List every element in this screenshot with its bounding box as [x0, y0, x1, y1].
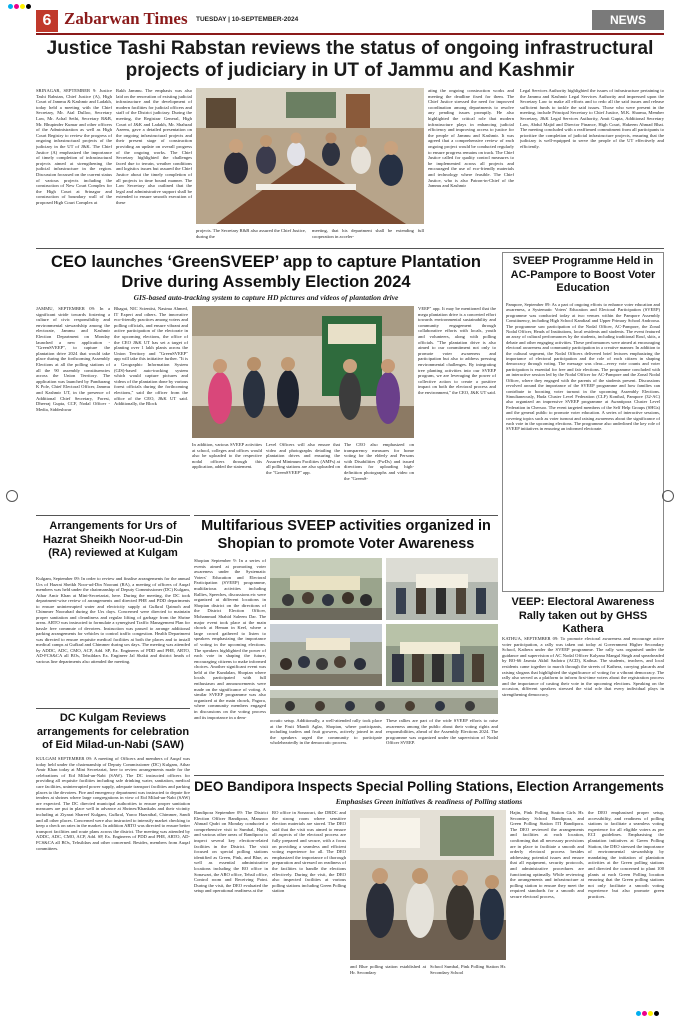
- greensveep-col-6: VEEP" app. It may be mentioned that the mega plantation drive is a concerted effort towards environmental sustainability and community engagement through collaborative efforts with locals, youth and volunteers, along with polling officials. "The plantation drive is also aimed to our commitment not only to promote voter awareness and participation but also to address pressing environmental challenges. By integrating tree planting activities into our SVEEP program, we are leveraging the power of collective action to create a positive impact on both the electoral process and the environment," the CEO, J&K UT said.: [418, 306, 496, 395]
- milad-headline: DC Kulgam Reviews arrangements for celebration of Eid Milad-un-Nabi (SAW): [36, 712, 190, 751]
- divider-bottom: [194, 775, 664, 776]
- greensveep-subhead: GIS-based auto-tracking system to capture HD pictures and videos of plantation drive: [133, 293, 399, 302]
- divider-lead: [36, 248, 664, 249]
- page-number-badge: 6: [36, 10, 58, 32]
- bandipora-col-r2: the DEO emphasised proper setup, accessibility, and readiness of polling stations to facilitate a seamless voting experience for all eligible voters as per ECI guidelines. Emphasising the plantation initiatives at Green Polling Station, the DEO stressed the importance of environmental stewardship by mandating the initiation of plantation activities at the Green polling stations and directed the concerned to plant 100 plants at each Green Polling location ensuring that the Green polling stations not only facilitate a smooth voting experience but also promote green practices.: [588, 810, 664, 899]
- bandipora-photo: [350, 810, 506, 960]
- bandipora-under-2: School Sumbal, Pink Polling Station Hr. Secondary School: [430, 964, 506, 975]
- lead-under-photo-1: projects. The Secretary R&B also assured the Chief Justice, during the: [196, 228, 306, 239]
- bandipora-under-1: and Blue polling station established at Hr. Secondary: [350, 964, 426, 975]
- urs-headline: Arrangements for Urs of Hazrat Sheikh Noor-ud-Din (RA) reviewed at Kulgam: [43, 520, 183, 559]
- lead-col-2: Rakh Jammu. The emphasis was also laid on the renovation of existing judicial infrastructure and the development of modern facilities for judicial officers and staff of the District judiciary. During the meeting, the Registrar General, High Court of J&K and Ladakh, Mr. Shahzad Azeem, gave a detailed presentation on the ongoing infrastructural projects and their present stage of construction providing an update on overall progress of the ongoing works. The Chief Secretary highlighted the challenges faced due to terrain, weather conditions and logistics issues but assured the Chief Justice about the timely completion of all projects in time bound manner. The Law Secretary also outlined that the legal and administrative support shall be extended to ensure smooth execution of these: [116, 88, 192, 205]
- milad-body: KULGAM SEPTEMBER 09: A meeting of Officers and members of Auqaf was today held under the chairmanship of Deputy Commissioner (DC) Kulgam, Athar Amir Khan today at Mini Secretariat, here to review arrangements made for the celebrations of Eid Milad-un-Nabi (SAW). The DC instructed officers for providing all requisite facilities including safe drinking water, sanitation, medical care facilities, uninterrupted power supply, adequate transport facilities and parking places to the devotees. Fire and emergency department was instructed to depute fire tenders at shrines where large congregations in view of Eid Milad-un-Nabi (SAW) are expected. The DC directed municipal authorities to ensure proper sanitation measures are put in place well in advance at Shrines/Khankahs and their vicinity including at Ziyarat Shareef Kulgam, Gufkral, Yaroo Hazratbal, Chimmer, Sandi and all other places. Concerned were also instructed to intensify market checking to keep a check on rates in the market. In addition ARTO was directed to ensure better transport facilities and route plans across the district. The meeting was attended by ADDC, ADC, CMO, ACP, Add. SP, Ex. Engineers of PDD and PHE, ARTO, AD-FCS&CA all BOs, Tehsildars and other concerned. Besides, members from Auqaf committees.: [36, 756, 190, 851]
- lead-col-5: Legal Services Authority highlighted the issues of infrastructure pertaining to the Jammu and Kashmir Legal Services Authority and impressed upon the Secretary Law to make all efforts and to redo all the said issues and release sufficient funds to tackle the said issues. Those who were present in the meeting, include Principal Secretary to Chief Justice, M.K. Sharma, Member Secretary, J&K Legal Services Authority, Amit Gupta, Additional Secretary Law, Abdul Majid and Director Finance, High Court, Hakeem Ahmad Bhat. The meeting concluded with a reaffirmed commitment from all participants to prioritize the completion of judicial infrastructure projects, ensuring that the judiciary is well-equipped to serve the people of the UT effectively and efficiently.: [520, 88, 664, 149]
- registration-mark-left: [6, 490, 18, 502]
- lead-col-4: ating the ongoing construction works and meeting the deadline fixed for them. The Chief Justice stressed the need for improved coordination among departments to resolve any pending issues promptly. He also highlighted the critical role that modern infrastructure plays in enhancing judicial efficiency and improving access to justice for the people of Jammu and Kashmir. It was agreed that a comprehensive review of each ongoing project would be conducted regularly to ensure progress remains on track. The Chief Justice called for quality control measures to be implemented across all projects and encouraged the use of eco-friendly materials and technology where feasible. The Chief Justice, who is also Patron-in-Chief of the Jammu and Kashmir: [428, 88, 514, 189]
- lead-col-1: SRINAGAR, SEPTEMBER 9: Justice Tashi Rabstan, Chief Justice (A), High Court of Jammu & Kashmir and Ladakh, today held a meeting with the Chief Secretary, Mr. Atal Dulloo, Secretary Law, Mr. Achal Sethi, Secretary R&B, Mr. Bhupinder Kumar and other officers of the Administration as well as High Court Registry to review the progress of ongoing infrastructural projects of the judiciary in the UT of J&K. The Chief Justice (A) emphasized the importance of timely completion of infrastructural projects aimed at strengthening the judicial infrastructure in the region. Discussion focussed on the current status of various projects including the construction of New Court Complex for the High Court at Srinagar and construction of boundary wall of the proposed High Court Complex at: [36, 88, 112, 205]
- shopian-photo-4: [386, 624, 498, 686]
- shopian-col-bottom-1: ocratic setup. Additionally, a well-attended rally took place at the Fruit Mandi Aglar, Shopian, where participants, including traders and fruit growers, actively joined in and the speakers urged the community to participate wholeheartedly in the democratic process.: [270, 718, 382, 746]
- shopian-photo-1: [270, 558, 382, 620]
- greensveep-photo-launch: [192, 306, 414, 438]
- shopian-headline: Multifarious SVEEP activities organized in Shopian to promote Voter Awareness: [201, 518, 491, 552]
- issue-date: TUESDAY | 10-SEPTEMBER-2024: [196, 16, 299, 23]
- urs-body: Kulgam, September 09: In order to review and finalise arrangements for the annual Urs of Hazrat Sheikh Noor-ud-Din Noorani (RA), a meeting of officers of Auqaf members was held under the chairmanship of Deputy Commissioner (DC) Kulgam, Athar Amir Khan at Mini-Secretariat, here. During the meeting, the DC took department-wise review of arrangements and directed PHE and PDD departments to ensure uninterrupted water and electricity supply at Gufkral Qaimoh and Chimmer Noorabad during the Urs days. Concerned were directed to maintain proper sanitation and cleanliness and regular lifting of garbage from the Shrine areas. ARTO was instructed to formulate a synergised Traffic Management Plan for hassle free commute of devotees. Instruction was passed to arrange additional parking arrangements for vehicles to control traffic congestion. Health Department was directed to ensure requisite medical facilities at both the places and to install medical camps at Gufkral and Chimmer during urs days. The meeting was attended by ADDC, ADC, CMO, ACP, Add. SP, Ex. Engineers of PDD and PHE, ARTO, AD-FCS&CA all BOs, Tehsildars Ex. Engineer Jal Shakti and district heads of various line departments also attended the meeting.: [36, 576, 190, 664]
- greensveep-col-2: Bhagat, NIC Scientist, Nasima Ahmed, IT Expert and others. The innovative eco-friendly practices among voters and polling officials, and ensure vibrant and active participation of the electorate in the upcoming elections, the office of the CEO J&K UT has set a target of planting over 1 lakh plants across the Union Territory and "GreenSVEEP" app will take this initiative further. "It is a Geographic Information System (GIS)-based auto-tracking system which would capture pictures and videos of the plantation done by various forest officials during the forthcoming elections," said the officer from the office of the CEO, J&K UT said. Additionally, the Block: [114, 306, 188, 407]
- divider-left-2: [36, 708, 190, 709]
- paper-name: Zabarwan Times: [64, 9, 188, 28]
- shopian-photo-2: [386, 558, 498, 620]
- bandipora-headline: DEO Bandipora Inspects Special Polling Stations, Election Arrangements: [194, 779, 664, 794]
- greensveep-col-1: JAMMU, SEPTEMBER 09: In a significant stride towards fostering a culture of civic responsibility and environmental stewardship among the electorate, Jammu and Kashmir Election Department on Monday launched a new application - "GreenSVEEP", to capture the plantation drive 2024 that would take place during the forthcoming Assembly Elections at all the polling stations of all the 90 assembly constituencies across the Union Territory. The application was launched by Pandurang K Pole, Chief Electoral Officer, Jammu and Kashmir UT, in the presence of Additional Chief Secretary, Forest, Dheeraj Gupta, CCF, Nodal Officer -Media, Siddeshwar: [36, 306, 110, 412]
- cmyk-marks: [8, 4, 32, 11]
- bandipora-col-1: Bandipora September 09: The District Election Officer Bandipora, Manzoor Ahmad Qadri on Monday conducted a comprehensive visit to Sumbal, Hajin, and various other areas of Bandipora to inspect several key election-related facilities in the District. The visit focused on special polling stations identified as Green, Pink, and Blue, as well as essential administrative locations including the RO office in Sonawari, the ARO office, Tehsil office, Control room and Receiving Point. During the visit, the DEO evaluated the setup and operational readiness at the: [194, 810, 268, 894]
- greensveep-col-3: In addition, various SVEEP activities at school, colleges and offices would also be uploaded to the respective nodal officers through this application, added the statement.: [192, 442, 262, 470]
- registration-mark-right: [662, 490, 674, 502]
- shopian-col-bottom-2: These rallies are part of the wide SVEEP efforts to raise awareness among the public about their voting rights and responsibilities, ahead of the Assembly Elections 2024. The programme was organized under the supervision of Nodal Officer SVEEP.: [386, 718, 498, 746]
- lead-under-photo-2: meeting, that his department shall be extending full cooperation in acceler-: [312, 228, 424, 239]
- pampore-body: Pampore, September 09: As a part of ongoing efforts to enhance voter education and awareness, a Systematic Voters' Education and Electoral Participation (SVEEP) programme was conducted today at two venues within the Pampore Assembly Constituency, including High School Kandizal and Upper Primary School Androosa. The programme saw participation of the Nodal Officer, AC-Pampore, the Zonal Nodal Officer, Heads of Institutions, local residents and students. The event featured an array of cultural performances by the students, including traditional Rouf, skits, a debate and other engaging activities. These performances were aimed at encouraging electoral awareness and community participation in a creative manner. In addition to the cultural segment, the Nodal Officers delivered brief lectures emphasizing the importance of electoral participation and the role of each citizen in shaping democracy through voting. The message was clear—every vote counts and voter participation is essential for free and fair elections. The programme concluded with an interactive session led by the Nodal Officer for AC-Pampore and the Zonal Nodal Officer, where they engaged with the parents of the students present. Discussions revolved around the importance of the SVEEP programme and how families can contribute to boosting voter turnout in the upcoming Assembly Elections. Simultaneously, Huda Cluster Level Federation (CLF) Konibal, Pampore (32-AC) also organized an impressive SVEEP programme at Awantipora Cluster Level Federation in Chersoo. The event targeted members of the Self Help Groups (SHGs) and the general public to promote voter education. A series of interactive sessions, covering topics such as voter turnout and raising awareness about the significance of each vote in the upcoming elections. The programme also underlined the key role of SVEEP initiatives in ensuring an informed electorate.: [506, 302, 660, 432]
- bandipora-subhead: Emphasises Green initiatives & readiness of Polling stations: [335, 797, 523, 806]
- lead-headline: Justice Tashi Rabstan reviews the status of ongoing infrastructural projects of judiciary in UT of Jammu and Kashmir: [46, 38, 654, 81]
- greensveep-headline: CEO launches ‘GreenSVEEP’ app to capture Plantation Drive during Assembly Election 2024: [50, 253, 482, 291]
- shopian-col-top: Shopian September 9: In a series of events aimed at promoting voter awareness under the Systematic Voters' Education and Electoral Participation (SVEEP) programme, multifarious activities including Rallies, Speeches, discussions etc were organized at different locations in Shopian district on the directions of the District Election Officer, Mohammad Shahid Saleem Dar. The major event took place at the main chowk at Heman in Keel, where a large crowd gathered to listen to speakers emphasizing the importance of voting in the upcoming elections. The speakers highlighted the power of each vote in shaping the future, encouraging citizens to make informed choices. Another significant event was held at the Kundalan, Shopian where locals participated with full enthusiasm and announcements were made on the significance of voting. A similar SVEEP programme was also organized at the main chowk, Pagora, where community members engaged in discussions on the voting process and its importance in a dem-: [194, 558, 266, 720]
- greensveep-col-5: The CEO also emphasized on transparency measures for home voting for the elderly and Persons with Disabilities (PwDs) and issued directions for uploading high-definition photographs and video on the "GreenS-: [344, 442, 414, 481]
- kathua-headline: VEEP: Electoral Awareness Rally taken out by GHSS Kathera: [511, 596, 655, 635]
- cmyk-marks-bottom: [636, 1003, 660, 1016]
- bandipora-col-2: RO office in Sonawari, the DRDC and the strong room where sensitive election materials are stored. The DEO said that the visit was aimed to ensure all aspects of the electoral process are fully prepared and secure, with a focus on providing a seamless and efficient voting experience for all. The DEO emphasized the importance of thorough preparation and stressed on readiness of the facilities to handle the elections effectively. During the visit, the DEO also inspected facilities at various polling stations including Green Polling station: [272, 810, 346, 894]
- kathua-body: KATHUA, SEPTEMBER 09: To promote electoral awareness and encourage active voter participation, a rally was taken out today at Government Higher Secondary School, Kathera under the SVEEP programme. The rally was organised under the guidance and supervision of AC Nodal Officer Kalyana Mangal Singh and spearheaded by BO-66 Jasmia Akhil Sadotra (ACD), Kathua. The students, teachers, and local residents came together to march through the streets of Kathera, carrying placards and raising slogans that highlighted the significance of voting for a vibrant democracy. The rally also served as a platform to inform first-time voters about the registration process and the importance of casting their vote in the upcoming elections. Speaking on the occasion, different speakers stressed the vital role that every individual plays in strengthening democracy.: [502, 636, 664, 697]
- section-tab: NEWS: [592, 10, 664, 30]
- divider-left-1: [36, 515, 190, 516]
- masthead-rule: [36, 33, 664, 35]
- pampore-headline: SVEEP Programme Held in AC-Pampore to Boost Voter Education: [510, 255, 656, 294]
- shopian-photo-5: [270, 690, 498, 714]
- shopian-photo-3: [270, 624, 382, 686]
- divider-mid: [194, 515, 498, 516]
- lead-photo-meeting: [196, 88, 424, 224]
- greensveep-col-4: Level Officers will also ensure that video and photographs detailing the plantation drives and ensuring the Assured Minimum Facilities (AMFs) at all polling stations are also uploaded on the "GreenSVEEP" app.: [266, 442, 340, 475]
- bandipora-col-r1: Hajin, Pink Polling Station Girls Hr. Secondary School Bandipora, and Green Polling Station ITI Bandipora. The DEO reviewed the arrangements and facilities at each location, confirming that all necessary provisions are in place to facilitate a smooth and orderly electoral process besides addressing potential issues and ensure that all equipment, security protocols, and administrative procedures are functioning optimally. While reviewing the arrangements and infrastructure at polling station to ensure they meet the required standards for a smooth and secure electoral process,: [510, 810, 584, 899]
